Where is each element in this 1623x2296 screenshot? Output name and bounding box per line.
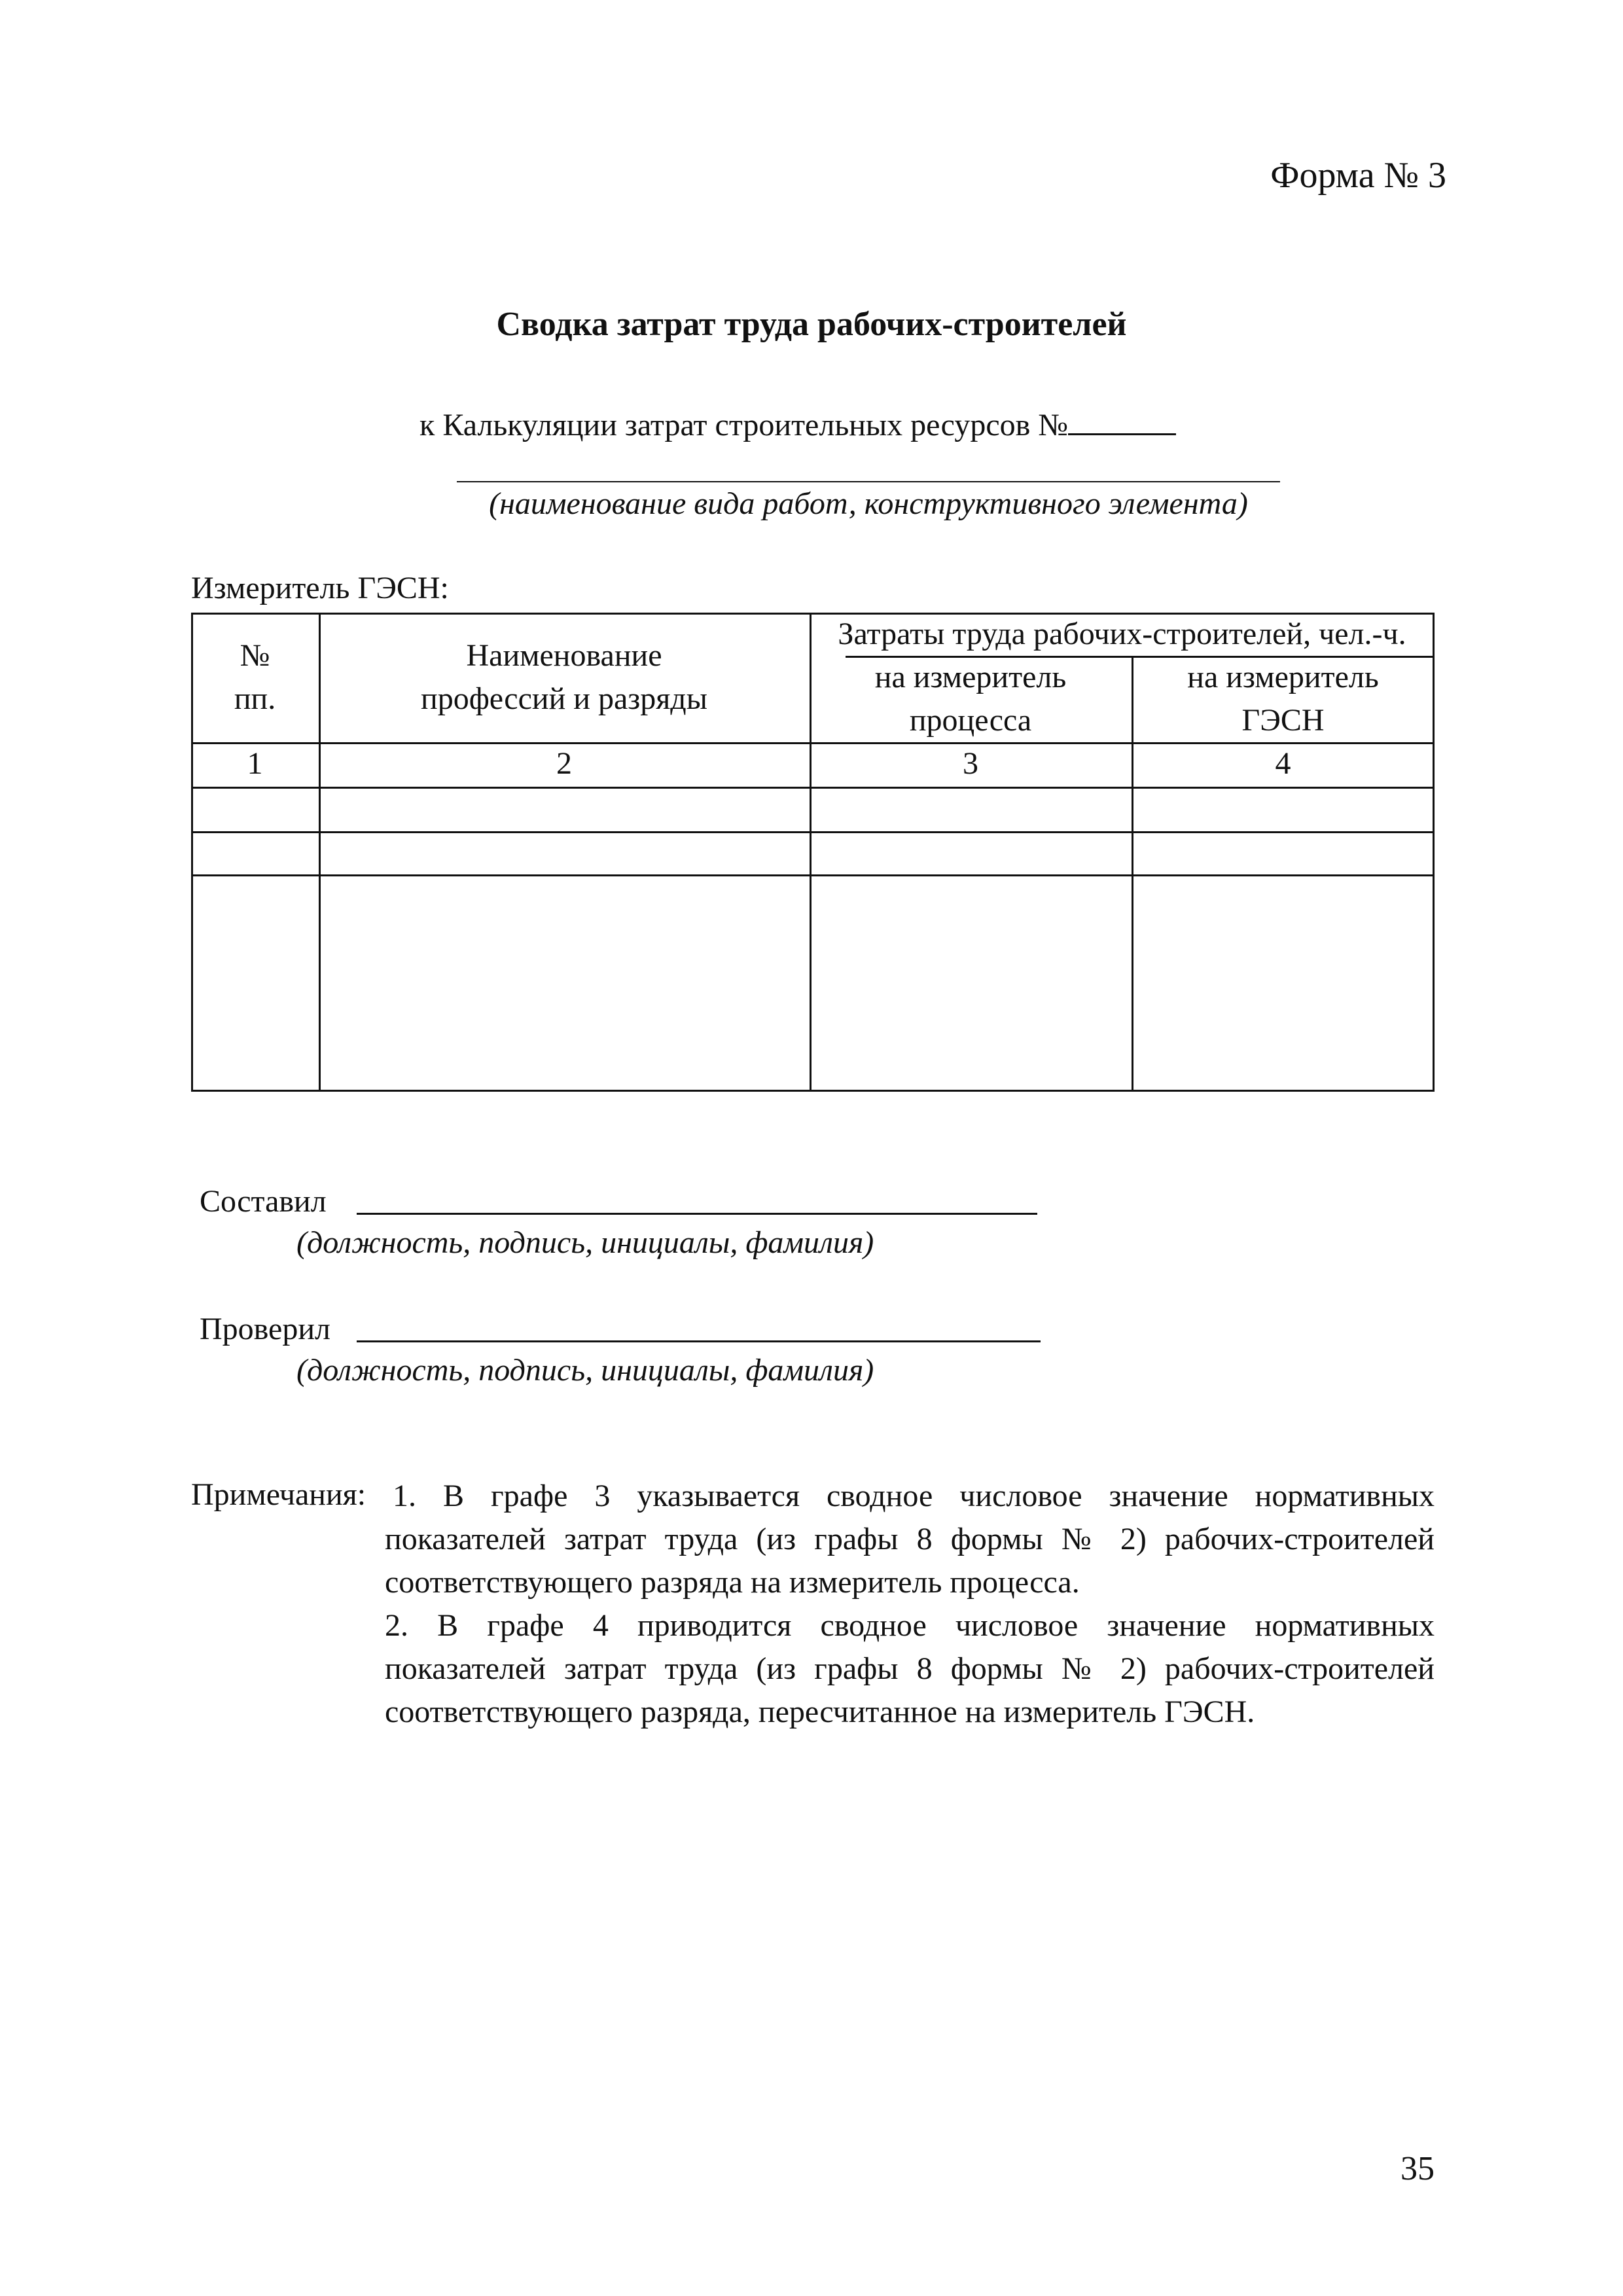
compiled-by-caption: (должность, подпись, инициалы, фамилия) [296, 1225, 874, 1260]
table-row-2[interactable] [191, 831, 1435, 874]
calculation-number-blank[interactable] [1068, 401, 1176, 435]
col-number-2: 2 [556, 746, 572, 781]
col-gesn-meter-header: на измеритель ГЭСН [1187, 660, 1379, 738]
labor-cost-group-header: Затраты труда рабочих-строителей, чел.-ч. [838, 617, 1406, 651]
compiled-by-signature-line[interactable] [357, 1213, 1037, 1215]
form-label: Форма № 3 [1270, 155, 1446, 196]
table-row-1[interactable] [191, 787, 1435, 831]
subtitle [419, 401, 1176, 444]
meter-label: Измеритель ГЭСН: [191, 571, 449, 605]
col-number-3: 3 [963, 746, 978, 781]
checked-by-caption: (должность, подпись, инициалы, фамилия) [296, 1353, 874, 1388]
table-border-bottom [191, 1090, 1435, 1092]
notes-label: Примечания: [191, 1477, 366, 1512]
col-number-1: 1 [247, 746, 263, 781]
labor-cost-table [191, 613, 1435, 1092]
col-number-4: 4 [1275, 746, 1291, 781]
checked-by-signature-line[interactable] [357, 1340, 1041, 1342]
checked-by-label: Проверил [200, 1312, 330, 1346]
col-profession-header: Наименование профессий и разряды [421, 638, 707, 716]
work-type-blank-line[interactable] [457, 481, 1280, 482]
table-row-3[interactable] [191, 874, 1435, 1090]
compiled-by-label: Составил [200, 1184, 327, 1219]
col-number-header: № пп. [234, 638, 276, 716]
work-type-caption: (наименование вида работ, конструктивного элемента) [489, 486, 1248, 521]
note-item-2: 2. В графе 4 приводится сводное числовое значение нормативных показателей затрат труда (из графы 8 формы № 2) рабочих-строителей соответствующего разряда, пересчитанное на измеритель ГЭСН. [385, 1608, 1435, 1729]
col-process-meter-header: на измеритель процесса [874, 660, 1067, 738]
subtitle-text: к Калькуляции затрат строительных ресурсов № [419, 408, 1069, 442]
note-item-1: 1. В графе 3 указывается сводное числовое значение нормативных показателей затрат труда (из графы 8 формы № 2) рабочих-строителей соответствующего разряда на измеритель процесса. [385, 1479, 1435, 1600]
page-number: 35 [1400, 2150, 1435, 2187]
document-title: Сводка затрат труда рабочих-строителей [496, 306, 1127, 343]
